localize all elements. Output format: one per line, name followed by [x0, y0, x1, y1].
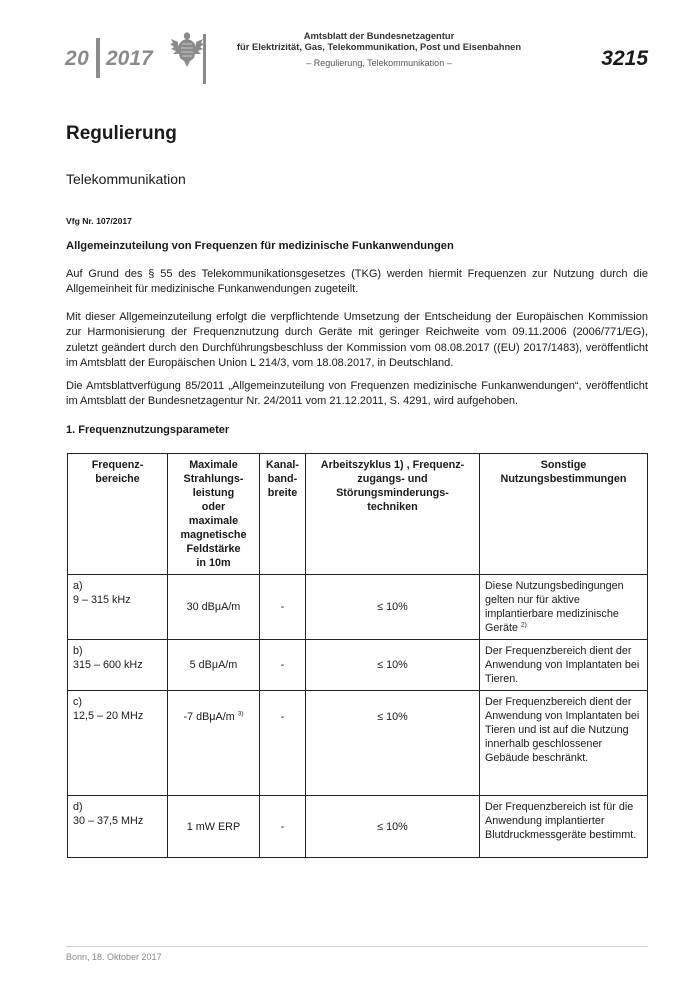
power-cell: [168, 796, 260, 858]
eagle-divider: [203, 34, 206, 84]
power-value: 1 mW ERP: [186, 820, 241, 833]
publication-title-line-1: Amtsblatt der Bundesnetzagentur: [303, 30, 455, 41]
table-header-row: [68, 454, 648, 575]
header-max-power: [168, 454, 260, 575]
duty-cycle-value: ≤ 10%: [377, 659, 408, 671]
header-text: Arbeitszyklus 1) , Frequenz- zugangs- und Störungsminderungs- techniken: [320, 459, 465, 513]
bandwidth-value: -: [280, 601, 285, 613]
paragraph-3: Die Amtsblattverfügung 85/2011 „Allgemeinzuteilung von Frequenzen medizinische Funkanwendungen“, veröffentlicht im Amtsblatt der Bundesnetzagentur Nr. 24/2011 vom 21.12.2011, S. 4291, wird aufgehoben.: [66, 380, 648, 408]
header-text: Maximale Strahlungs- leistung oder maximale magnetische Feldstärke in 10m: [180, 459, 247, 569]
power-cell: [168, 691, 260, 796]
bandwidth-cell: [260, 575, 306, 640]
bandwidth-value: -: [280, 659, 285, 671]
paragraph-2: Mit dieser Allgemeinzuteilung erfolgt die verpflichtende Umsetzung der Entscheidung der Europäischen Kommission zur Harmonisierung der Frequenznutzung durch Geräte mit geringer Reichweite vom 09.11.2006 (2006/771/EG), zuletzt geändert durch den Durchführungsbeschluss der Kommission vom 08.08.2017 ((EU) 2017/1483), veröffentlicht im Amtsblatt der Europäischen Union L 214/3, vom 18.08.2017, in Deutschland.: [66, 311, 648, 370]
header-text: Frequenz- bereiche: [91, 459, 144, 485]
table-row: [68, 575, 648, 640]
power-cell: [168, 575, 260, 640]
duty-cycle-cell: [306, 796, 480, 858]
footnote-marker: 2): [521, 621, 527, 629]
duty-cycle-cell: [306, 575, 480, 640]
notes-text: Der Frequenzbereich dient der Anwendung von Implantaten bei Tieren.: [485, 645, 640, 685]
header-text: Sonstige Nutzungsbestimmungen: [500, 459, 627, 485]
section-title: 1. Frequenznutzungsparameter: [66, 424, 230, 436]
federal-eagle-icon: [170, 30, 204, 68]
page-subheading: Telekommunikation: [66, 171, 186, 187]
frequency-cell: [68, 640, 168, 691]
power-value: -7 dBμA/m: [183, 711, 235, 723]
row-label: c): [73, 696, 82, 708]
power-value: 30 dBμA/m: [186, 601, 241, 613]
notes-text: Diese Nutzungsbedingungen gelten nur für aktive implantierbare medizinische Geräte: [485, 580, 624, 634]
notes-cell: [480, 640, 648, 691]
publication-title: [234, 30, 524, 52]
decree-title: Allgemeinzuteilung von Frequenzen für medizinische Funkanwendungen: [66, 240, 454, 252]
table-row: [68, 796, 648, 858]
bandwidth-cell: [260, 691, 306, 796]
notes-cell: [480, 575, 648, 640]
bandwidth-value: -: [280, 820, 285, 833]
page-heading: Regulierung: [66, 123, 177, 144]
table-row: [68, 640, 648, 691]
paragraph-1: Auf Grund des § 55 des Telekommunikationsgesetzes (TKG) werden hiermit Frequenzen zur Nutzung durch die Allgemeinheit für medizinische Funkanwendungen zugeteilt.: [66, 268, 648, 296]
footnote-marker: 3): [237, 710, 244, 718]
issue-divider: [96, 38, 100, 78]
publication-title-line-2: für Elektrizität, Gas, Telekommunikation, Post und Eisenbahnen: [236, 41, 522, 52]
footer-divider: [66, 946, 648, 947]
header-other-terms: [480, 454, 648, 575]
bandwidth-value: -: [280, 711, 285, 723]
frequency-cell: [68, 691, 168, 796]
page-number: 3215: [601, 47, 648, 70]
bandwidth-cell: [260, 640, 306, 691]
duty-cycle-value: ≤ 10%: [377, 601, 408, 613]
notes-text: Der Frequenzbereich dient der Anwendung von Implantaten bei Tieren und ist auf die Nutzung innerhalb geschlossener Gebäude beschränkt.: [485, 696, 640, 764]
notes-cell: [480, 691, 648, 796]
row-label: d): [73, 801, 83, 813]
row-label: b): [73, 645, 83, 657]
frequency-parameter-table: [67, 453, 648, 858]
bandwidth-cell: [260, 796, 306, 858]
header-text: Kanal- band- breite: [266, 459, 299, 499]
decree-number: Vfg Nr. 107/2017: [66, 216, 132, 226]
duty-cycle-value: ≤ 10%: [377, 820, 408, 833]
frequency-range: 30 – 37,5 MHz: [73, 815, 144, 827]
power-cell: [168, 640, 260, 691]
duty-cycle-cell: [306, 640, 480, 691]
issue-number: 20: [65, 47, 90, 70]
notes-cell: [480, 796, 648, 858]
duty-cycle-value: ≤ 10%: [377, 711, 408, 723]
frequency-range: 9 – 315 kHz: [73, 594, 131, 606]
frequency-cell: [68, 575, 168, 640]
frequency-range: 12,5 – 20 MHz: [73, 710, 144, 722]
frequency-range: 315 – 600 kHz: [73, 659, 143, 671]
section-label: – Regulierung, Telekommunikation –: [306, 58, 452, 68]
frequency-cell: [68, 796, 168, 858]
row-label: a): [73, 580, 83, 592]
footer-date: Bonn, 18. Oktober 2017: [66, 952, 162, 962]
header-channel-bandwidth: [260, 454, 306, 575]
notes-text: Der Frequenzbereich ist für die Anwendung implantierter Blutdruckmessgeräte bestimmt.: [485, 801, 637, 841]
duty-cycle-cell: [306, 691, 480, 796]
issue-year: 2017: [106, 47, 153, 70]
table-row: [68, 691, 648, 796]
header-duty-cycle: [306, 454, 480, 575]
power-value: 5 dBμA/m: [189, 659, 238, 671]
header-frequency-ranges: [68, 454, 168, 575]
